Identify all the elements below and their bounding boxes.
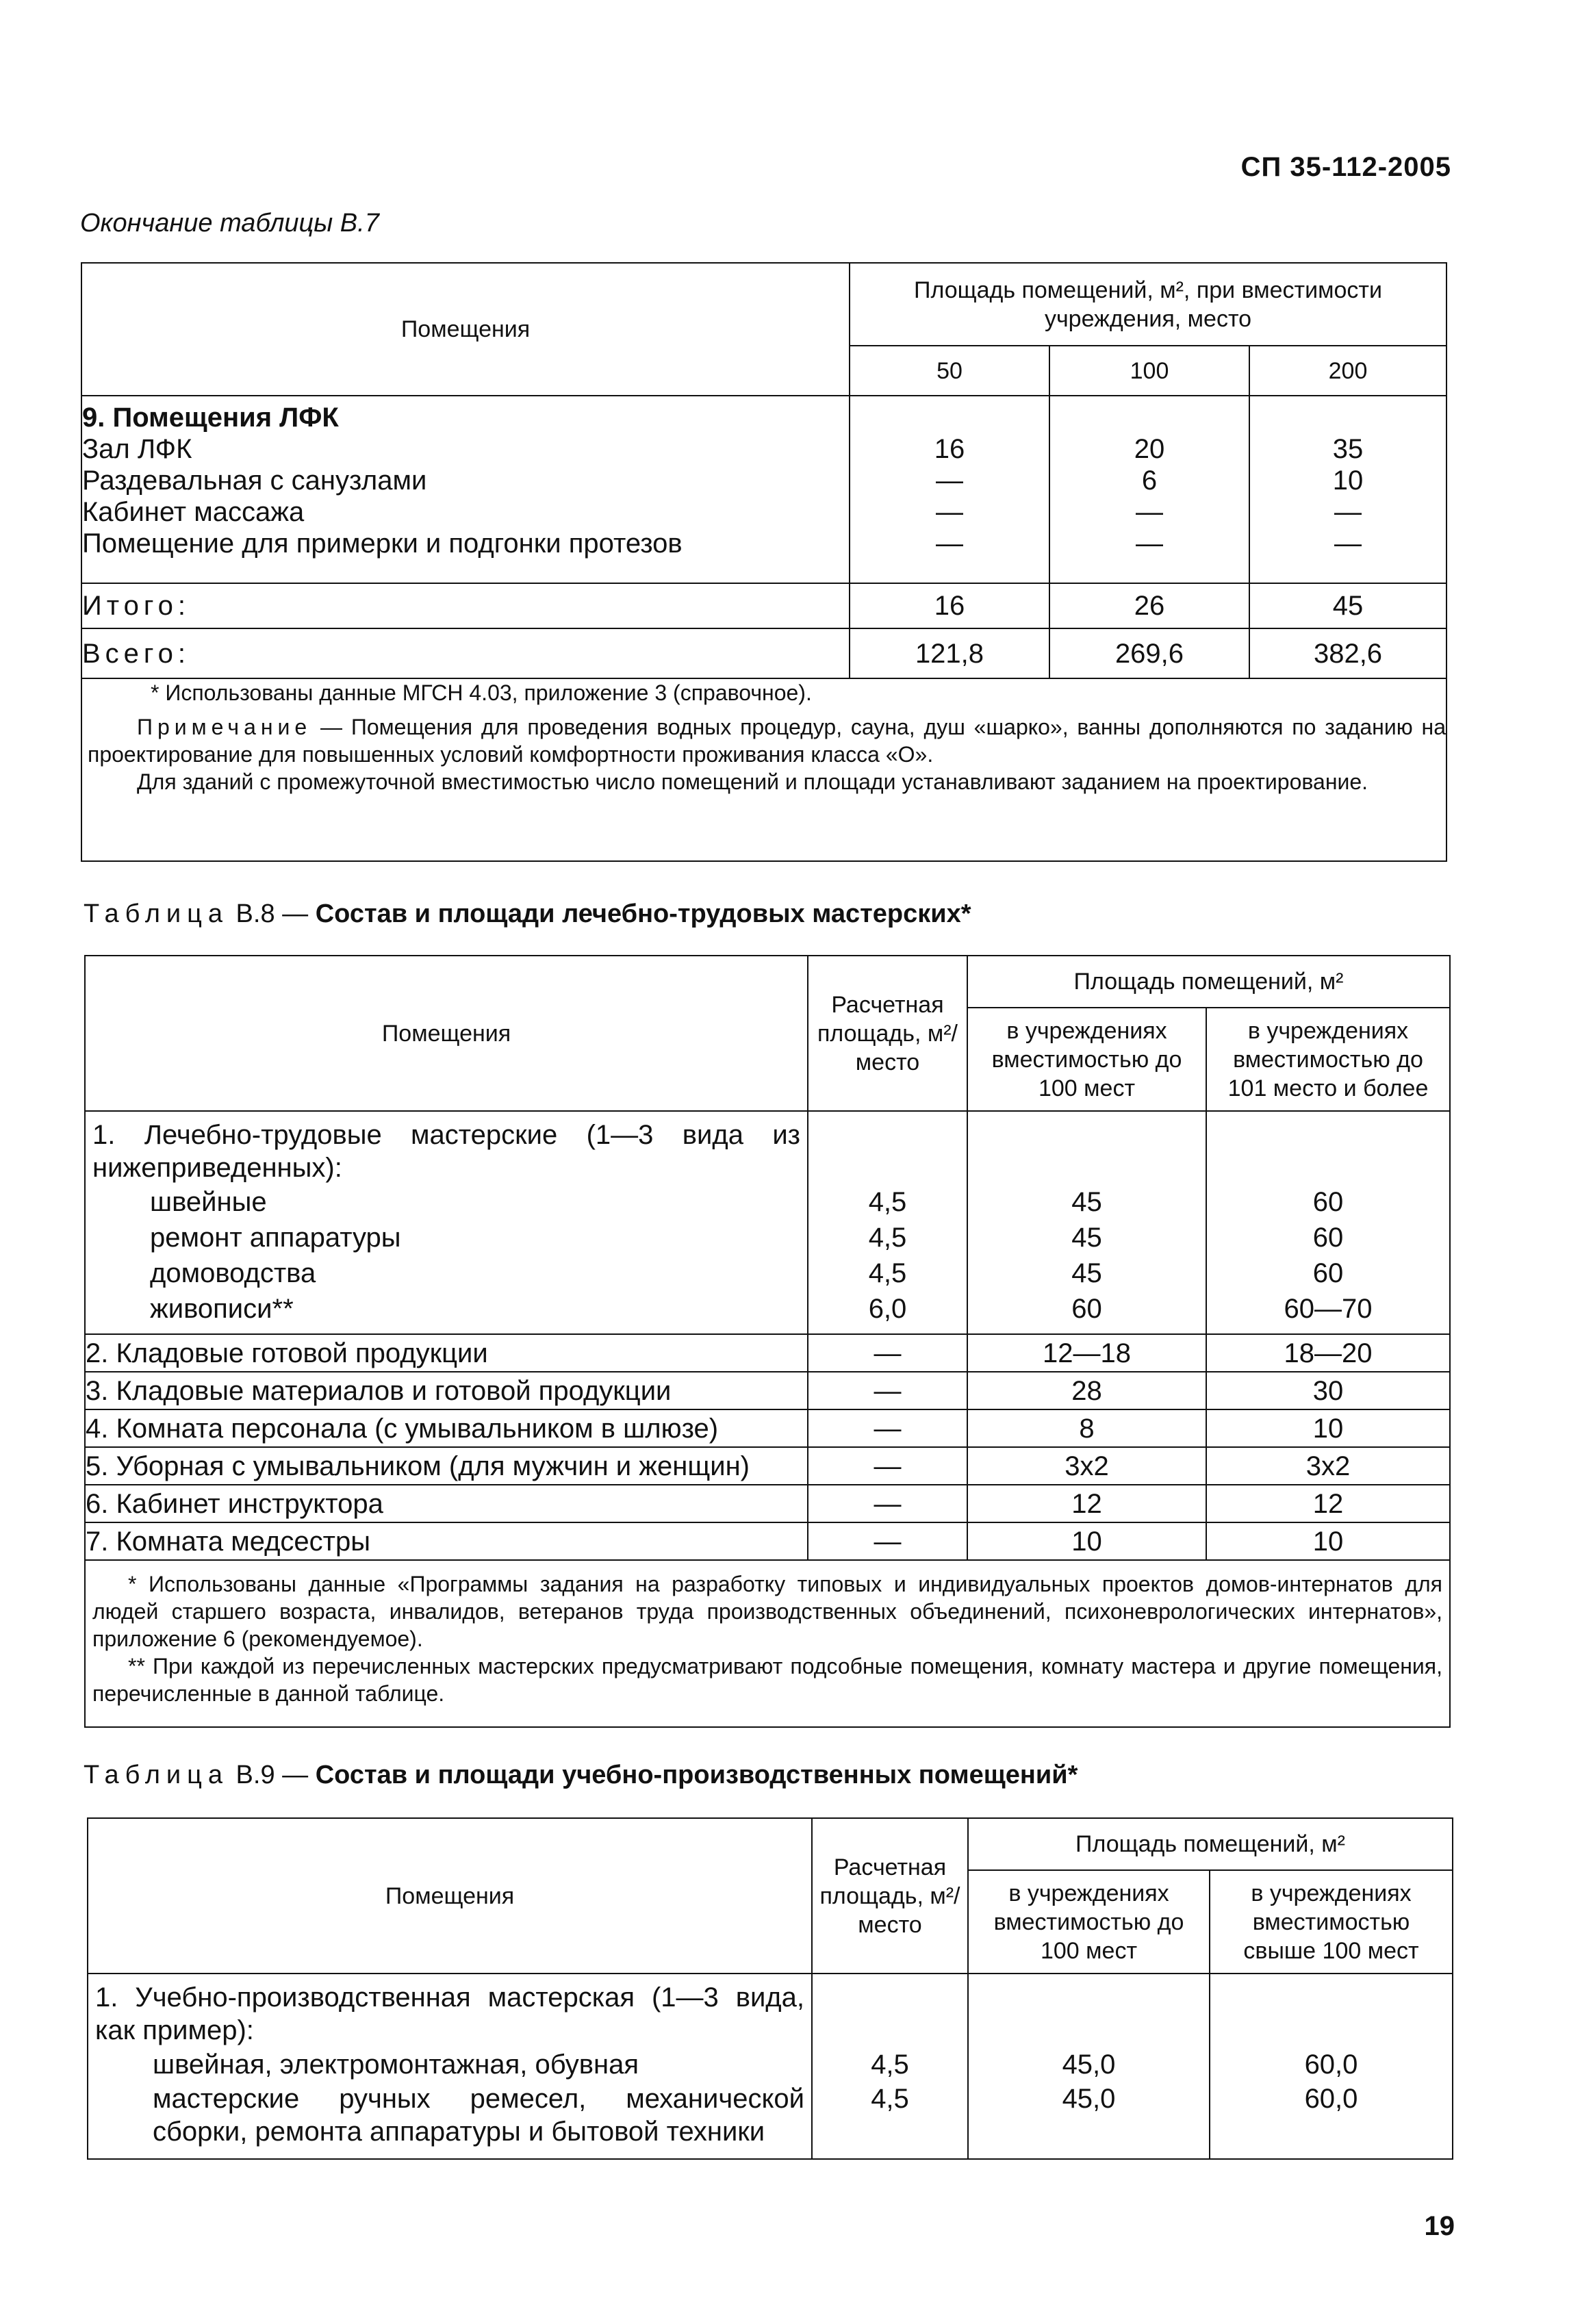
total-label: Итого:: [81, 583, 850, 628]
table-row: 5. Уборная с умывальником (для мужчин и женщин): [85, 1447, 808, 1485]
area-a-value: 12—18: [967, 1334, 1206, 1372]
area-a-value: 8: [967, 1409, 1206, 1447]
training-calc: 4,5 4,5: [812, 1974, 968, 2159]
col-header-calc-area: Расчетная площадь, м²/место: [812, 1818, 968, 1974]
training-area-a: 45,0 45,0: [968, 1974, 1210, 2159]
note-paragraph-2: Для зданий с промежуточной вместимостью число помещений и площади устанавливают заданием на проектирование.: [137, 769, 1368, 794]
total-50: 16: [850, 583, 1049, 628]
capacity-200: 200: [1249, 346, 1447, 396]
workshops-area-a: 45 45 45 60: [967, 1111, 1206, 1334]
col-header-area-up-to-100: в учреждениях вместимостью до 100 мест: [968, 1870, 1210, 1974]
note-paragraph: Примечание — Помещения для проведения водных процедур, сауна, душ «шарко», ванны дополняются по заданию на проектирование для повышенных условий комфортности проживания класса «О».: [88, 715, 1447, 767]
table-row: 3. Кладовые материалов и готовой продукции: [85, 1372, 808, 1409]
col-header-rooms: Помещения: [85, 956, 808, 1111]
col-header-area: Площадь помещений, м²: [967, 956, 1450, 1008]
table-b8: [84, 955, 1451, 1728]
calc-value: —: [808, 1522, 967, 1560]
col-header-area-up-to-100: в учреждениях вместимостью до 100 мест: [967, 1008, 1206, 1111]
row-name: швейная, электромонтажная, обувная: [153, 2050, 639, 2080]
footnote-1: * Использованы данные «Программы задания на разработку типовых и индивидуальных проектов домов-интернатов для людей старшего возраста, инвалидов, ветеранов труда производственных объединений, психоневрологических интернатов», приложение 6 (рекомендуемое).: [92, 1572, 1442, 1651]
table-row: 6. Кабинет инструктора: [85, 1485, 808, 1522]
row-name: швейные: [150, 1187, 267, 1217]
document-code: СП 35-112-2005: [1240, 152, 1451, 182]
calc-value: —: [808, 1447, 967, 1485]
training-workshops-group: [88, 1974, 812, 2159]
workshops-calc: 4,5 4,5 4,5 6,0: [808, 1111, 967, 1334]
section-title: 9. Помещения ЛФК: [82, 403, 339, 433]
table-b7: [81, 262, 1447, 862]
row-name: Кабинет массажа: [82, 497, 305, 527]
area-a-value: 3x2: [967, 1447, 1206, 1485]
training-area-b: 60,0 60,0: [1210, 1974, 1453, 2159]
lfk-values-50: 16 — — —: [850, 396, 1049, 583]
col-header-area: Площадь помещений, м²: [968, 1818, 1453, 1870]
col-header-rooms: Помещения: [88, 1818, 812, 1974]
area-a-value: 12: [967, 1485, 1206, 1522]
grand-total-100: 269,6: [1049, 628, 1249, 678]
workshops-area-b: 60 60 60 60—70: [1206, 1111, 1450, 1334]
area-b-value: 10: [1206, 1409, 1450, 1447]
row-name: домоводства: [150, 1258, 316, 1288]
total-100: 26: [1049, 583, 1249, 628]
total-200: 45: [1249, 583, 1447, 628]
row-name: ремонт аппаратуры: [150, 1223, 401, 1253]
col-header-area-101-plus: в учреждениях вместимостью до 101 место и более: [1206, 1008, 1450, 1111]
table-row: 2. Кладовые готовой продукции: [85, 1334, 808, 1372]
table-b8-notes: [85, 1560, 1450, 1727]
row-name: Помещение для примерки и подгонки протезов: [82, 528, 683, 559]
area-a-value: 10: [967, 1522, 1206, 1560]
table-row: 7. Комната медсестры: [85, 1522, 808, 1560]
group-title: 1. Лечебно-трудовые мастерские (1—3 вида из нижеприведенных):: [92, 1120, 800, 1183]
table-b8-title: Таблица В.8 — Состав и площади лечебно-трудовых мастерских*: [84, 899, 971, 928]
col-header-calc-area: Расчетная площадь, м²/место: [808, 956, 967, 1111]
table-row: 4. Комната персонала (с умывальником в шлюзе): [85, 1409, 808, 1447]
row-name: Раздевальная с санузлами: [82, 465, 427, 496]
calc-value: —: [808, 1409, 967, 1447]
grand-total-label: Всего:: [81, 628, 850, 678]
capacity-100: 100: [1049, 346, 1249, 396]
lfk-values-100: 20 6 — —: [1049, 396, 1249, 583]
table-continuation-caption: Окончание таблицы В.7: [80, 209, 379, 238]
page-number: 19: [1424, 2211, 1455, 2241]
row-name: Зал ЛФК: [82, 434, 192, 464]
area-b-value: 3x2: [1206, 1447, 1450, 1485]
area-b-value: 18—20: [1206, 1334, 1450, 1372]
area-b-value: 12: [1206, 1485, 1450, 1522]
col-header-area-over-100: в учреждениях вместимостью свыше 100 мест: [1210, 1870, 1453, 1974]
grand-total-50: 121,8: [850, 628, 1049, 678]
col-header-rooms: Помещения: [81, 263, 850, 396]
table-b7-notes: [81, 678, 1447, 861]
group-title: 1. Учебно-производственная мастерская (1—3 вида, как пример):: [95, 1982, 804, 2045]
area-b-value: 30: [1206, 1372, 1450, 1409]
area-a-value: 28: [967, 1372, 1206, 1409]
row-name: живописи**: [150, 1294, 294, 1324]
table-b9: [87, 1817, 1453, 2160]
lfk-rooms: [81, 396, 850, 583]
col-header-area: Площадь помещений, м², при вместимости учреждения, место: [850, 263, 1447, 346]
table-b9-title: Таблица В.9 — Состав и площади учебно-производственных помещений*: [84, 1761, 1078, 1789]
calc-value: —: [808, 1334, 967, 1372]
row-name: мастерские ручных ремесел, механической сборки, ремонта аппаратуры и бытовой техники: [153, 2084, 804, 2147]
calc-value: —: [808, 1372, 967, 1409]
area-b-value: 10: [1206, 1522, 1450, 1560]
footnote: * Использованы данные МГСН 4.03, приложение 3 (справочное).: [151, 680, 812, 705]
calc-value: —: [808, 1485, 967, 1522]
lfk-values-200: 35 10 — —: [1249, 396, 1447, 583]
grand-total-200: 382,6: [1249, 628, 1447, 678]
capacity-50: 50: [850, 346, 1049, 396]
workshops-group: [85, 1111, 808, 1334]
footnote-2: ** При каждой из перечисленных мастерских предусматривают подсобные помещения, комнату мастера и другие помещения, перечисленные в данной таблице.: [92, 1654, 1442, 1706]
